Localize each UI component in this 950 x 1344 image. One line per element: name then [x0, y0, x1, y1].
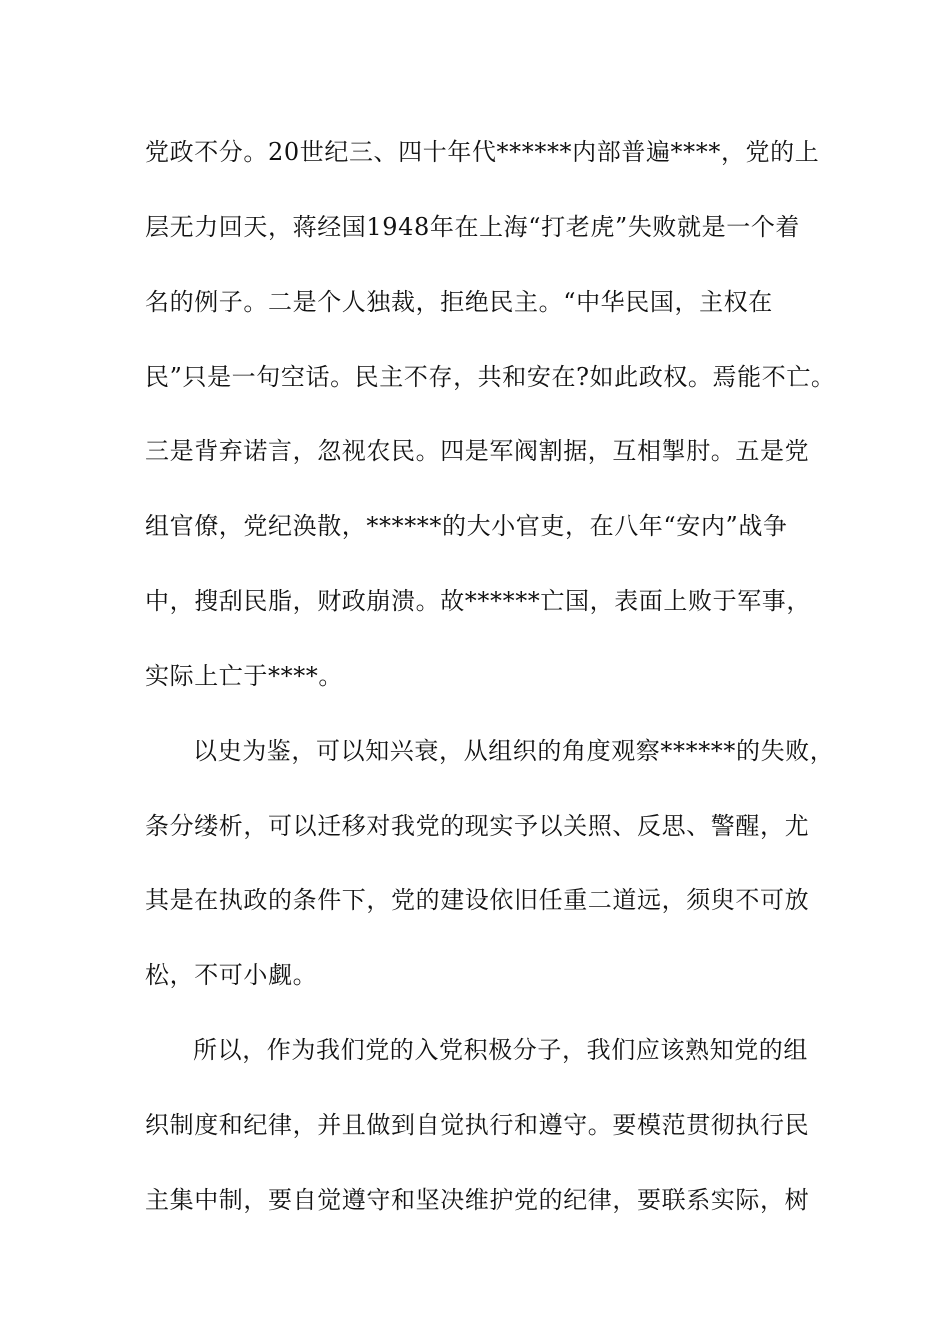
paragraph-first-line: 所以，作为我们党的入党积极分子，我们应该熟知党的组 — [193, 1036, 808, 1064]
text-line: 组官僚，党纪涣散，******的大小官吏，在八年“安内”战争 — [145, 512, 788, 540]
text-line: 民”只是一句空话。民主不存，共和安在?如此政权。焉能不亡。 — [145, 363, 836, 391]
text-line: 名的例子。二是个人独裁，拒绝民主。“中华民国，主权在 — [145, 288, 773, 316]
text-line: 其是在执政的条件下，党的建设依旧任重二道远，须臾不可放 — [145, 886, 810, 914]
text-line: 织制度和纪律，并且做到自觉执行和遵守。要模范贯彻执行民 — [145, 1111, 810, 1139]
text-line: 实际上亡于****。 — [145, 662, 343, 690]
text-line: 主集中制，要自觉遵守和坚决维护党的纪律，要联系实际，树 — [145, 1186, 810, 1214]
text-line: 中，搜刮民脂，财政崩溃。故******亡国，表面上败于军事， — [145, 587, 811, 615]
paragraph-first-line: 以史为鉴，可以知兴衰，从组织的角度观察******的失败， — [193, 737, 835, 765]
text-line: 三是背弃诺言，忽视农民。四是军阀割据，互相掣肘。五是党 — [145, 437, 810, 465]
text-line: 松，不可小觑。 — [145, 961, 318, 989]
text-line: 条分缕析，可以迁移对我党的现实予以关照、反思、警醒，尤 — [145, 812, 810, 840]
text-line: 党政不分。20世纪三、四十年代******内部普遍****，党的上 — [145, 138, 820, 166]
text-line: 层无力回天，蒋经国1948年在上海“打老虎”失败就是一个着 — [145, 213, 801, 241]
